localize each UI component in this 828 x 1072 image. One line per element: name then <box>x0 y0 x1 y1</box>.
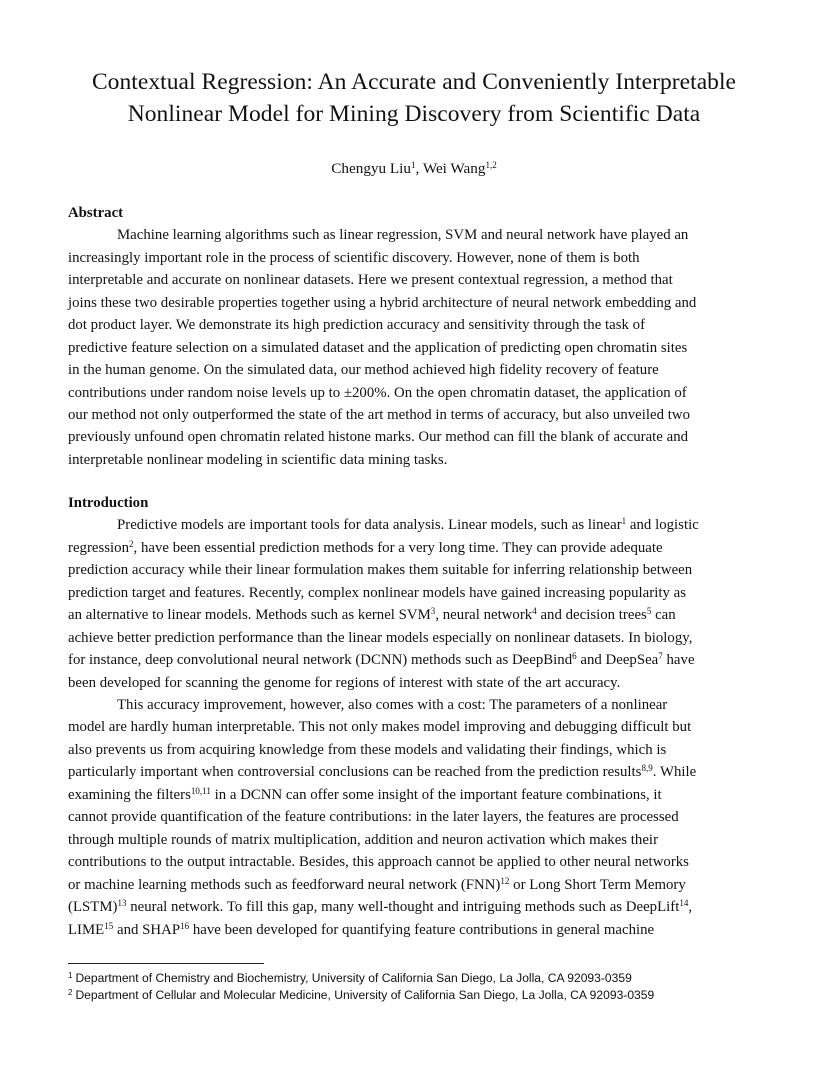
text-run: and decision trees <box>536 607 647 624</box>
text-line: cannot provide quantification of the feature contributions: in the later layers, the features are processed <box>68 809 679 826</box>
introduction-paragraph-2 <box>68 694 768 941</box>
text-line: interpretable and accurate on nonlinear datasets. Here we present contextual regression, a method that <box>68 272 673 289</box>
text-run: . While <box>652 764 697 781</box>
text-run: (LSTM) <box>68 899 118 916</box>
text-run: or Long Short Term Memory <box>509 876 686 893</box>
abstract-heading: Abstract <box>68 205 124 221</box>
abstract-section <box>68 202 768 471</box>
text-run: an alternative to linear models. Methods such as kernel SVM <box>68 607 431 624</box>
footnote-divider <box>68 963 264 964</box>
text-run: and SHAP <box>113 921 181 938</box>
text-run: in a DCNN can offer some insight of the important feature combinations, it <box>210 786 662 803</box>
text-run: , <box>688 899 693 916</box>
author-list <box>0 158 828 180</box>
introduction-heading: Introduction <box>68 495 149 511</box>
footnote-text: Department of Chemistry and Biochemistry, University of California San Diego, La Jolla, CA 92093-0359 <box>75 971 632 985</box>
footnote <box>68 970 788 987</box>
text-run: or machine learning methods such as feedforward neural network (FNN) <box>68 876 501 893</box>
text-line: dot product layer. We demonstrate its high prediction accuracy and sensitivity through the task of <box>68 317 646 334</box>
text-line: interpretable nonlinear modeling in scientific data mining tasks. <box>68 451 448 468</box>
text-line: also prevents us from acquiring knowledge from these models and validating their findings, which is <box>68 741 667 758</box>
affiliation-mark: 1 <box>411 160 416 170</box>
affiliation-mark: 1,2 <box>485 160 497 170</box>
citation-mark: 16 <box>180 920 190 931</box>
citation-mark: 1 <box>621 516 627 527</box>
text-run: Predictive models are important tools for data analysis. Linear models, such as linear <box>117 517 622 534</box>
title-line: Nonlinear Model for Mining Discovery from Scientific Data <box>127 101 701 127</box>
text-run: can <box>651 607 676 624</box>
abstract-body <box>68 224 768 471</box>
text-line: previously unfound open chromatin related histone marks. Our method can fill the blank of accurate and <box>68 429 689 446</box>
text-line: prediction accuracy while their linear formulation makes them suitable for inferring relationship between <box>68 562 693 579</box>
text-run: particularly important when controversial conclusions can be reached from the prediction results <box>68 764 642 781</box>
text-line <box>68 919 768 941</box>
text-line: our method not only outperformed the state of the art method in terms of accuracy, but also unveiled two <box>68 407 691 424</box>
text-line: through multiple rounds of matrix multiplication, addition and neuron activation which makes their <box>68 831 659 848</box>
footnote-text: Department of Cellular and Molecular Medicine, University of California San Diego, La Jolla, CA 92093-0359 <box>75 988 655 1002</box>
text-line <box>68 874 768 896</box>
citation-mark: 2 <box>129 538 134 549</box>
author-name: Wei Wang <box>422 160 486 177</box>
text-line <box>68 537 768 559</box>
citation-mark: 12 <box>500 875 510 886</box>
citation-mark: 7 <box>658 651 663 662</box>
text-run: , have been essential prediction methods for a very long time. They can provide adequate <box>133 539 663 556</box>
text-line: joins these two desirable properties together using a hybrid architecture of neural network embedding and <box>68 294 697 311</box>
text-line: achieve better prediction performance than the linear models especially on nonlinear datasets. In biology, <box>68 629 693 646</box>
text-run: and DeepSea <box>576 652 659 669</box>
text-line: been developed for scanning the genome for regions of interest with state of the art accuracy. <box>68 674 621 691</box>
citation-mark: 5 <box>646 606 652 617</box>
text-line <box>68 761 768 783</box>
text-line: Machine learning algorithms such as linear regression, SVM and neural network have played an <box>117 227 689 244</box>
citation-mark: 3 <box>430 606 436 617</box>
text-run: regression <box>68 539 130 556</box>
footnote-mark: 2 <box>68 988 73 997</box>
text-run: examining the filters <box>68 786 191 803</box>
text-run: LIME <box>68 921 105 938</box>
author-separator: , <box>415 160 423 177</box>
text-line <box>68 514 768 536</box>
text-run: , neural network <box>435 607 533 624</box>
text-line: predictive feature selection on a simulated dataset and the application of predicting open chromatin sites <box>68 339 688 356</box>
text-run: have <box>662 652 695 669</box>
text-line <box>68 649 768 671</box>
text-line: increasingly important role in the process of scientific discovery. However, none of them is both <box>68 249 640 266</box>
text-line <box>68 604 768 626</box>
citation-mark: 10,11 <box>190 785 211 796</box>
text-run: and logistic <box>626 517 699 534</box>
text-run: neural network. To fill this gap, many well-thought and intriguing methods such as DeepLift <box>126 899 680 916</box>
citation-mark: 15 <box>104 920 114 931</box>
introduction-section <box>68 492 768 941</box>
text-line: model are hardly human interpretable. This not only makes model improving and debugging difficult but <box>68 719 692 736</box>
citation-mark: 14 <box>679 898 689 909</box>
citation-mark: 6 <box>572 651 577 662</box>
title-line: Contextual Regression: An Accurate and Conveniently Interpretable <box>91 69 737 95</box>
introduction-paragraph-1 <box>68 514 768 694</box>
text-line: contributions to the output intractable. Besides, this approach cannot be applied to other neural networks <box>68 854 689 871</box>
text-run: for instance, deep convolutional neural network (DCNN) methods such as DeepBind <box>68 652 573 669</box>
author-name: Chengyu Liu <box>331 160 411 177</box>
text-line <box>68 896 768 918</box>
footnotes <box>68 970 788 1004</box>
text-run: have been developed for quantifying feature contributions in general machine <box>189 921 655 938</box>
footnote-mark: 1 <box>68 971 73 980</box>
text-line: This accuracy improvement, however, also comes with a cost: The parameters of a nonlinear <box>117 697 668 714</box>
citation-mark: 13 <box>117 898 127 909</box>
text-line: in the human genome. On the simulated data, our method achieved high fidelity recovery of feature <box>68 362 659 379</box>
footnote <box>68 987 788 1004</box>
text-line: contributions under random noise levels up to ±200%. On the open chromatin dataset, the application of <box>68 384 687 401</box>
citation-mark: 4 <box>532 606 537 617</box>
citation-mark: 8,9 <box>641 763 653 774</box>
text-line <box>68 784 768 806</box>
text-line: prediction target and features. Recently, complex nonlinear models have gained increasing popularity as <box>68 584 686 601</box>
paper-title <box>40 66 788 130</box>
